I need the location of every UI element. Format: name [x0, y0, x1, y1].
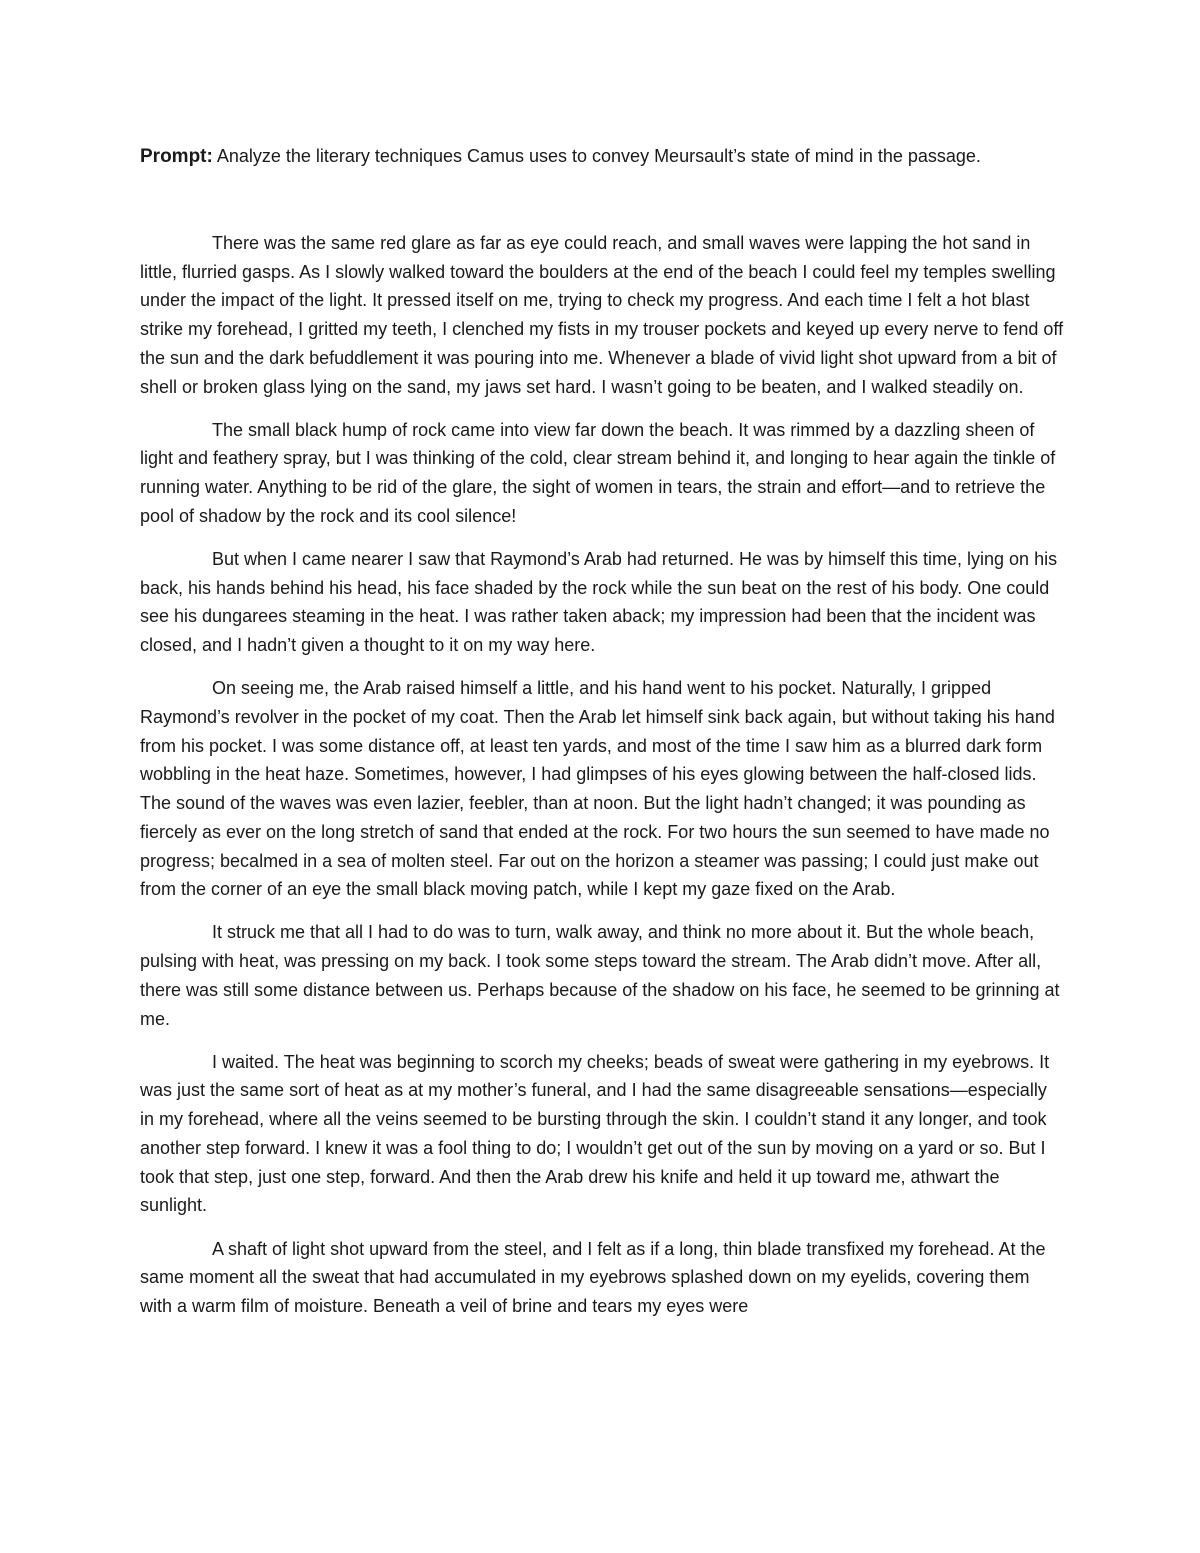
paragraph: A shaft of light shot upward from the steel, and I felt as if a long, thin blade transfixed my forehead. At the same moment all the sweat that had accumulated in my eyebrows splashed down on my eyelids, covering them with a warm film of moisture. Beneath a veil of brine and tears my eyes were [140, 1238, 1046, 1316]
paragraph: There was the same red glare as far as eye could reach, and small waves were lapping the hot sand in little, flurried gasps. As I slowly walked toward the boulders at the end of the beach I could feel my temples swelling under the impact of the light. It pressed itself on me, trying to check my progress. And each time I felt a hot blast strike my forehead, I gritted my teeth, I clenched my fists in my trouser pockets and keyed up every nerve to fend off the sun and the dark befuddlement it was pouring into me. Whenever a blade of vivid light shot upward from a bit of shell or broken glass lying on the sand, my jaws set hard. I wasn’t going to be beaten, and I walked steadily on. [140, 233, 1064, 397]
prompt-label: Prompt: [140, 146, 213, 167]
prompt-line [140, 142, 1080, 171]
paragraph: The small black hump of rock came into view far down the beach. It was rimmed by a dazzling sheen of light and feathery spray, but I was thinking of the cold, clear stream behind it, and longing to hear again the tinkle of running water. Anything to be rid of the glare, the sight of women in tears, the strain and effort—and to retrieve the pool of shadow by the rock and its cool silence! [140, 419, 1056, 526]
passage [140, 229, 1065, 1335]
paragraph: But when I came nearer I saw that Raymond’s Arab had returned. He was by himself this time, lying on his back, his hands behind his head, his face shaded by the rock while the sun beat on the rest of his body. One could see his dungarees steaming in the heat. I was rather taken aback; my impression had been that the incident was closed, and I hadn’t given a thought to it on my way here. [140, 549, 1058, 656]
paragraph: On seeing me, the Arab raised himself a little, and his hand went to his pocket. Naturally, I gripped Raymond’s revolver in the pocket of my coat. Then the Arab let himself sink back again, but without taking his hand from his pocket. I was some distance off, at least ten yards, and most of the time I saw him as a blurred dark form wobbling in the heat haze. Sometimes, however, I had glimpses of his eyes glowing between the half-closed lids. The sound of the waves was even lazier, feebler, than at noon. But the light hadn’t changed; it was pounding as fiercely as ever on the long stretch of sand that ended at the rock. For two hours the sun seemed to have made no progress; becalmed in a sea of molten steel. Far out on the horizon a steamer was passing; I could just make out from the corner of an eye the small black moving patch, while I kept my gaze fixed on the Arab. [140, 678, 1055, 900]
prompt-text: Analyze the literary techniques Camus uses to convey Meursault’s state of mind in the passage. [216, 146, 981, 166]
paragraph: It struck me that all I had to do was to turn, walk away, and think no more about it. But the whole beach, pulsing with heat, was pressing on my back. I took some steps toward the stream. The Arab didn’t move. After all, there was still some distance between us. Perhaps because of the shadow on his face, he seemed to be grinning at me. [140, 922, 1060, 1029]
paragraph: I waited. The heat was beginning to scorch my cheeks; beads of sweat were gathering in my eyebrows. It was just the same sort of heat as at my mother’s funeral, and I had the same disagreeable sensations—especially in my forehead, where all the veins seemed to be bursting through the skin. I couldn’t stand it any longer, and took another step forward. I knew it was a fool thing to do; I wouldn’t get out of the sun by moving on a yard or so. But I took that step, just one step, forward. And then the Arab drew his knife and held it up toward me, athwart the sunlight. [140, 1051, 1050, 1216]
